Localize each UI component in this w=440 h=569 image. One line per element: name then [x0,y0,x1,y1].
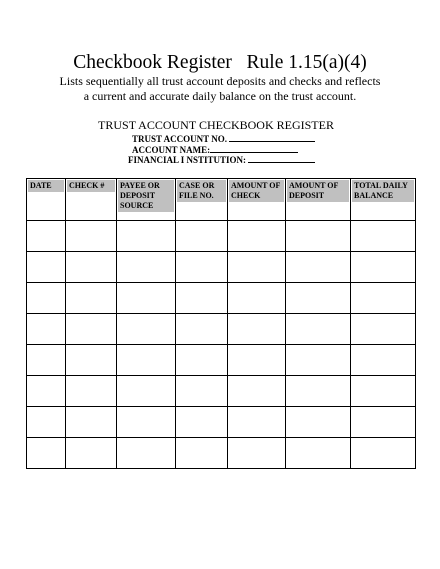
table-row [27,252,416,283]
table-cell[interactable] [66,221,117,252]
account-name-label: ACCOUNT NAME: [132,145,211,155]
table-cell[interactable] [27,345,66,376]
table-row [27,376,416,407]
table-cell[interactable] [66,314,117,345]
table-cell[interactable] [228,376,286,407]
financial-institution-blank[interactable] [248,154,315,163]
table-cell[interactable] [228,221,286,252]
table-cell[interactable] [176,407,228,438]
table-cell[interactable] [351,283,416,314]
account-number-blank[interactable] [229,133,315,142]
column-header-label: AMOUNT OF CHECK [229,180,284,202]
table-cell[interactable] [117,376,176,407]
table-cell[interactable] [27,407,66,438]
table-cell[interactable] [228,407,286,438]
table-cell[interactable] [351,221,416,252]
table-cell[interactable] [66,252,117,283]
table-cell[interactable] [351,314,416,345]
table-cell[interactable] [66,345,117,376]
table-cell[interactable] [176,252,228,283]
account-number-label: TRUST ACCOUNT NO. [132,134,227,144]
table-cell[interactable] [286,314,351,345]
table-cell[interactable] [351,345,416,376]
table-cell[interactable] [286,283,351,314]
table-cell[interactable] [27,438,66,469]
table-cell[interactable] [286,221,351,252]
table-cell[interactable] [176,221,228,252]
column-header-amount-check [228,179,286,221]
page-title: Checkbook Register Rule 1.15(a)(4) [73,52,367,73]
description-line-2: a current and accurate daily balance on the trust account. [83,89,357,103]
table-cell[interactable] [117,407,176,438]
table-cell[interactable] [117,283,176,314]
table-cell[interactable] [27,221,66,252]
table-cell[interactable] [117,345,176,376]
table-cell[interactable] [27,283,66,314]
financial-institution-field [128,154,315,166]
header-row [27,179,416,221]
table-cell[interactable] [176,345,228,376]
table-cell[interactable] [27,376,66,407]
table-cell[interactable] [117,252,176,283]
table-cell[interactable] [117,438,176,469]
table-row [27,407,416,438]
column-header-label: PAYEE OR DEPOSIT SOURCE [118,180,174,212]
column-header-date [27,179,66,221]
register-table [26,178,416,469]
table-cell[interactable] [66,438,117,469]
table-cell[interactable] [117,221,176,252]
table-cell[interactable] [228,283,286,314]
column-header-label: TOTAL DAILY BALANCE [352,180,414,202]
table-cell[interactable] [176,314,228,345]
table-cell[interactable] [176,438,228,469]
table-row [27,345,416,376]
table-row [27,314,416,345]
column-header-payee [117,179,176,221]
table-row [27,438,416,469]
table-cell[interactable] [228,438,286,469]
table-cell[interactable] [66,407,117,438]
register-heading: TRUST ACCOUNT CHECKBOOK REGISTER [98,118,334,132]
column-header-case-file [176,179,228,221]
table-cell[interactable] [27,252,66,283]
table-cell[interactable] [27,314,66,345]
table-cell[interactable] [228,345,286,376]
column-header-label: AMOUNT OF DEPOSIT [287,180,349,202]
table-cell[interactable] [66,283,117,314]
column-header-amount-deposit [286,179,351,221]
account-name-blank[interactable] [210,144,298,153]
table-cell[interactable] [286,345,351,376]
column-header-label: DATE [28,180,64,192]
table-cell[interactable] [286,252,351,283]
table-cell[interactable] [176,283,228,314]
table-row [27,283,416,314]
table-cell[interactable] [351,438,416,469]
table-cell[interactable] [66,376,117,407]
description-line-1: Lists sequentially all trust account deposits and checks and reflects [59,74,381,88]
column-header-label: CHECK # [67,180,115,192]
table-cell[interactable] [286,376,351,407]
financial-institution-label: FINANCIAL I NSTITUTION: [128,155,247,165]
table-cell[interactable] [286,407,351,438]
column-header-check-number [66,179,117,221]
table-cell[interactable] [228,314,286,345]
table-cell[interactable] [351,376,416,407]
column-header-daily-balance [351,179,416,221]
table-cell[interactable] [351,407,416,438]
table-cell[interactable] [286,438,351,469]
table-cell[interactable] [228,252,286,283]
table-row [27,221,416,252]
table-cell[interactable] [176,376,228,407]
register-body [27,221,416,469]
column-header-label: CASE OR FILE NO. [177,180,226,202]
table-cell[interactable] [117,314,176,345]
table-cell[interactable] [351,252,416,283]
